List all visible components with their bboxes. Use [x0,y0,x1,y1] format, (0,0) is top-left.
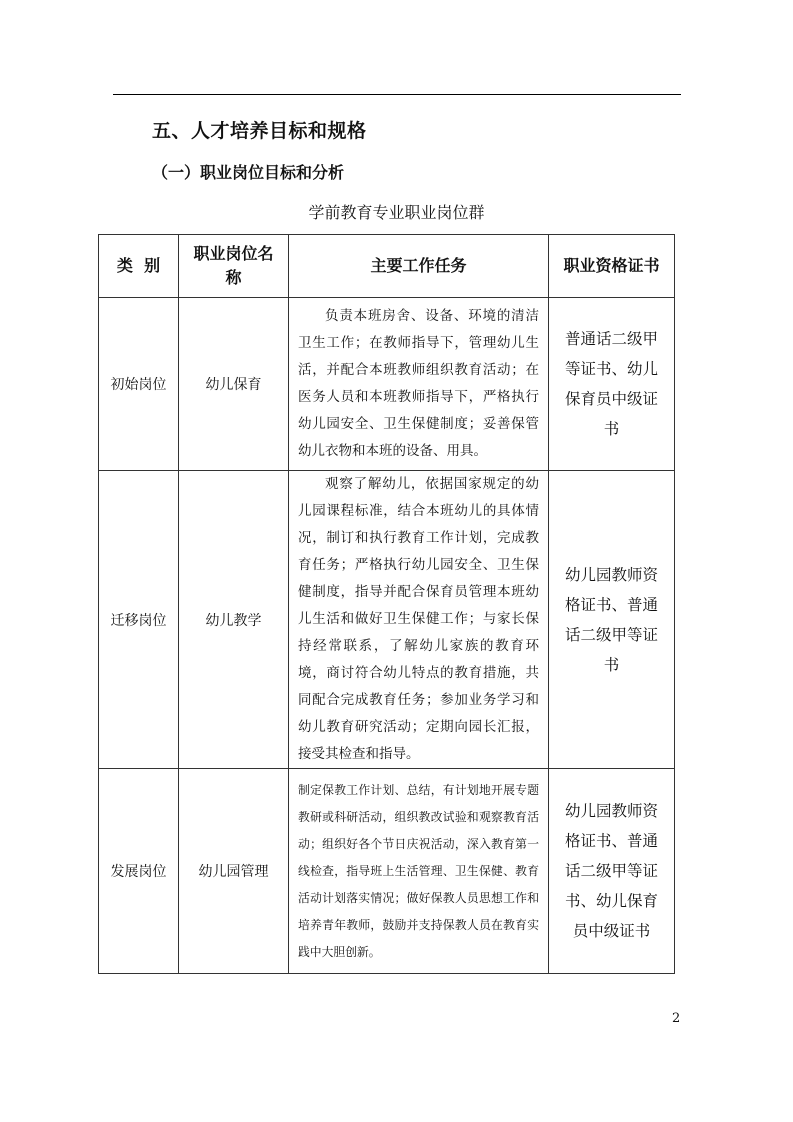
cell-position: 幼儿园管理 [179,769,289,974]
cell-position: 幼儿教学 [179,471,289,769]
section-heading: 五、人才培养目标和规格 [152,120,367,142]
cell-category: 发展岗位 [99,769,179,974]
cell-certificates: 幼儿园教师资格证书、普通话二级甲等证书 [549,471,675,769]
subsection-heading: （一）职业岗位目标和分析 [152,163,345,182]
cell-tasks [289,769,549,974]
cell-certificates: 普通话二级甲等证书、幼儿保育员中级证书 [549,298,675,471]
table-row [99,769,675,974]
cell-category: 迁移岗位 [99,471,179,769]
task-text: 负责本班房舍、设备、环境的清洁卫生工作；在教师指导下，管理幼儿生活，并配合本班教师组织教育活动；在医务人员和本班教师指导下，严格执行幼儿园安全、卫生保健制度；妥善保管幼儿衣物和本班的设备、用具。 [298,308,539,459]
task-text: 观察了解幼儿，依据国家规定的幼儿园课程标准，结合本班幼儿的具体情况，制订和执行教育工作计划，完成教育任务；严格执行幼儿园安全、卫生保健制度，指导并配合保育员管理本班幼儿生活和做好卫生保健工作；与家长保持经常联系，了解幼儿家族的教育环境，商讨符合幼儿特点的教育措施，共同配合完成教育任务；参加业务学习和幼儿教育研究活动；定期向园长汇报，接受其检查和指导。 [298,476,539,762]
cell-position: 幼儿保育 [179,298,289,471]
job-positions-table [98,234,675,974]
table-row [99,298,675,471]
page-number: 2 [672,1011,681,1026]
header-rule [113,94,681,95]
header-position: 职业岗位名称 [179,235,289,298]
header-certificates: 职业资格证书 [549,235,675,298]
header-category: 类 别 [99,235,179,298]
table-title: 学前教育专业职业岗位群 [308,203,485,222]
cell-category: 初始岗位 [99,298,179,471]
table-row [99,471,675,769]
cell-tasks [289,298,549,471]
cell-tasks [289,471,549,769]
table-header-row [99,235,675,298]
header-tasks: 主要工作任务 [289,235,549,298]
cell-certificates: 幼儿园教师资格证书、普通话二级甲等证书、幼儿保育员中级证书 [549,769,675,974]
task-text: 制定保教工作计划、总结，有计划地开展专题教研或科研活动，组织教改试验和观察教育活动；组织好各个节日庆祝活动，深入教育第一线检查，指导班上生活管理、卫生保健、教育活动计划落实情况；做好保教人员思想工作和培养青年教师，鼓励并支持保教人员在教育实践中大胆创新。 [298,782,539,959]
